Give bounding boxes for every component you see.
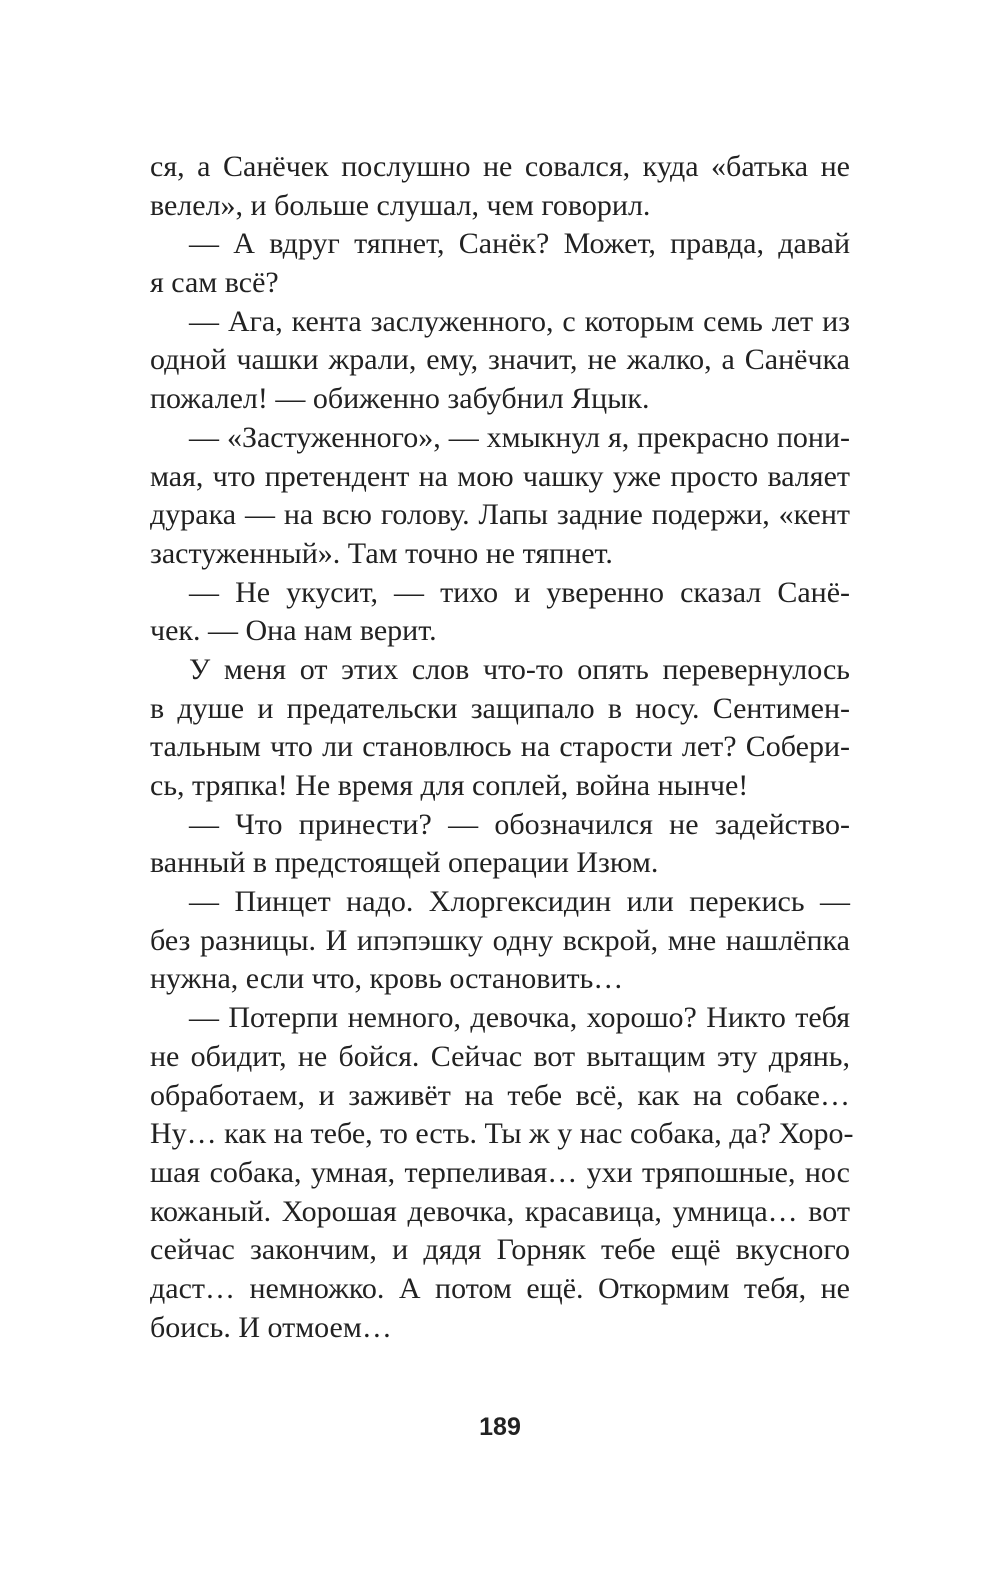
text-line: — Не укусит, — тихо и уверенно сказал Санё- [189, 575, 850, 609]
text-line: — «Застуженного», — хмыкнул я, прекрасно пони- [189, 420, 850, 454]
text-line: ванный в предстоящей операции Изюм. [150, 846, 659, 880]
text-line: обработаем, и заживёт на тебе всё, как на собаке… [150, 1078, 850, 1112]
text-line: — Что принести? — обозначился не задейство- [189, 807, 850, 841]
text-line: чек. — Она нам верит. [150, 614, 437, 648]
text-line: не обидит, не бойся. Сейчас вот вытащим эту дрянь, [150, 1039, 850, 1073]
text-line: — Пинцет надо. Хлоргексидин или перекись — [189, 885, 850, 919]
text-line: без разницы. И ипэпэшку одну вскрой, мне нашлёпка [150, 923, 850, 957]
text-line: — А вдруг тяпнет, Санёк? Может, правда, давай [189, 227, 850, 261]
text-line: пожалел! — обиженно забубнил Яцык. [150, 382, 650, 416]
text-line: — Потерпи немного, девочка, хорошо? Никто тебя [189, 1001, 850, 1035]
text-line: шая собака, умная, терпеливая… ухи тряпошные, нос [150, 1155, 850, 1189]
text-line: сь, тряпка! Не время для соплей, война нынче! [150, 769, 749, 802]
text-line: ся, а Санёчек послушно не совался, куда «батька не [150, 150, 850, 183]
text-line: кожаный. Хорошая девочка, красавица, умница… вот [150, 1194, 850, 1228]
text-line: тальным что ли становлюсь на старости лет? Собери- [150, 730, 850, 764]
body-text [150, 148, 854, 1347]
text-line: сейчас закончим, и дядя Горняк тебе ещё вкусного [150, 1233, 850, 1267]
text-line: дурака — на всю голову. Лапы задние подержи, «кент [150, 498, 850, 532]
text-line: боись. И отмоем… [150, 1310, 392, 1344]
text-line: Ну… как на тебе, то есть. Ты ж у нас собака, да? Хоро- [150, 1117, 854, 1151]
text-line: нужна, если что, кровь остановить… [150, 962, 624, 996]
text-line: я сам всё? [150, 266, 279, 300]
text-line: в душе и предательски защипало в носу. Сентимен- [150, 691, 850, 725]
text-line: даст… немножко. А потом ещё. Откормим тебя, не [150, 1271, 850, 1305]
text-line: велел», и больше слушал, чем говорил. [150, 188, 651, 222]
text-line: мая, что претендент на мою чашку уже просто валяет [150, 459, 850, 493]
page-number: 189 [479, 1413, 521, 1441]
text-line: застуженный». Там точно не тяпнет. [150, 536, 613, 570]
text-line: — Ага, кента заслуженного, с которым семь лет из [189, 304, 850, 338]
text-line: У меня от этих слов что-то опять перевернулось [189, 652, 850, 686]
text-line: одной чашки жрали, ему, значит, не жалко, а Санёчка [150, 343, 850, 377]
